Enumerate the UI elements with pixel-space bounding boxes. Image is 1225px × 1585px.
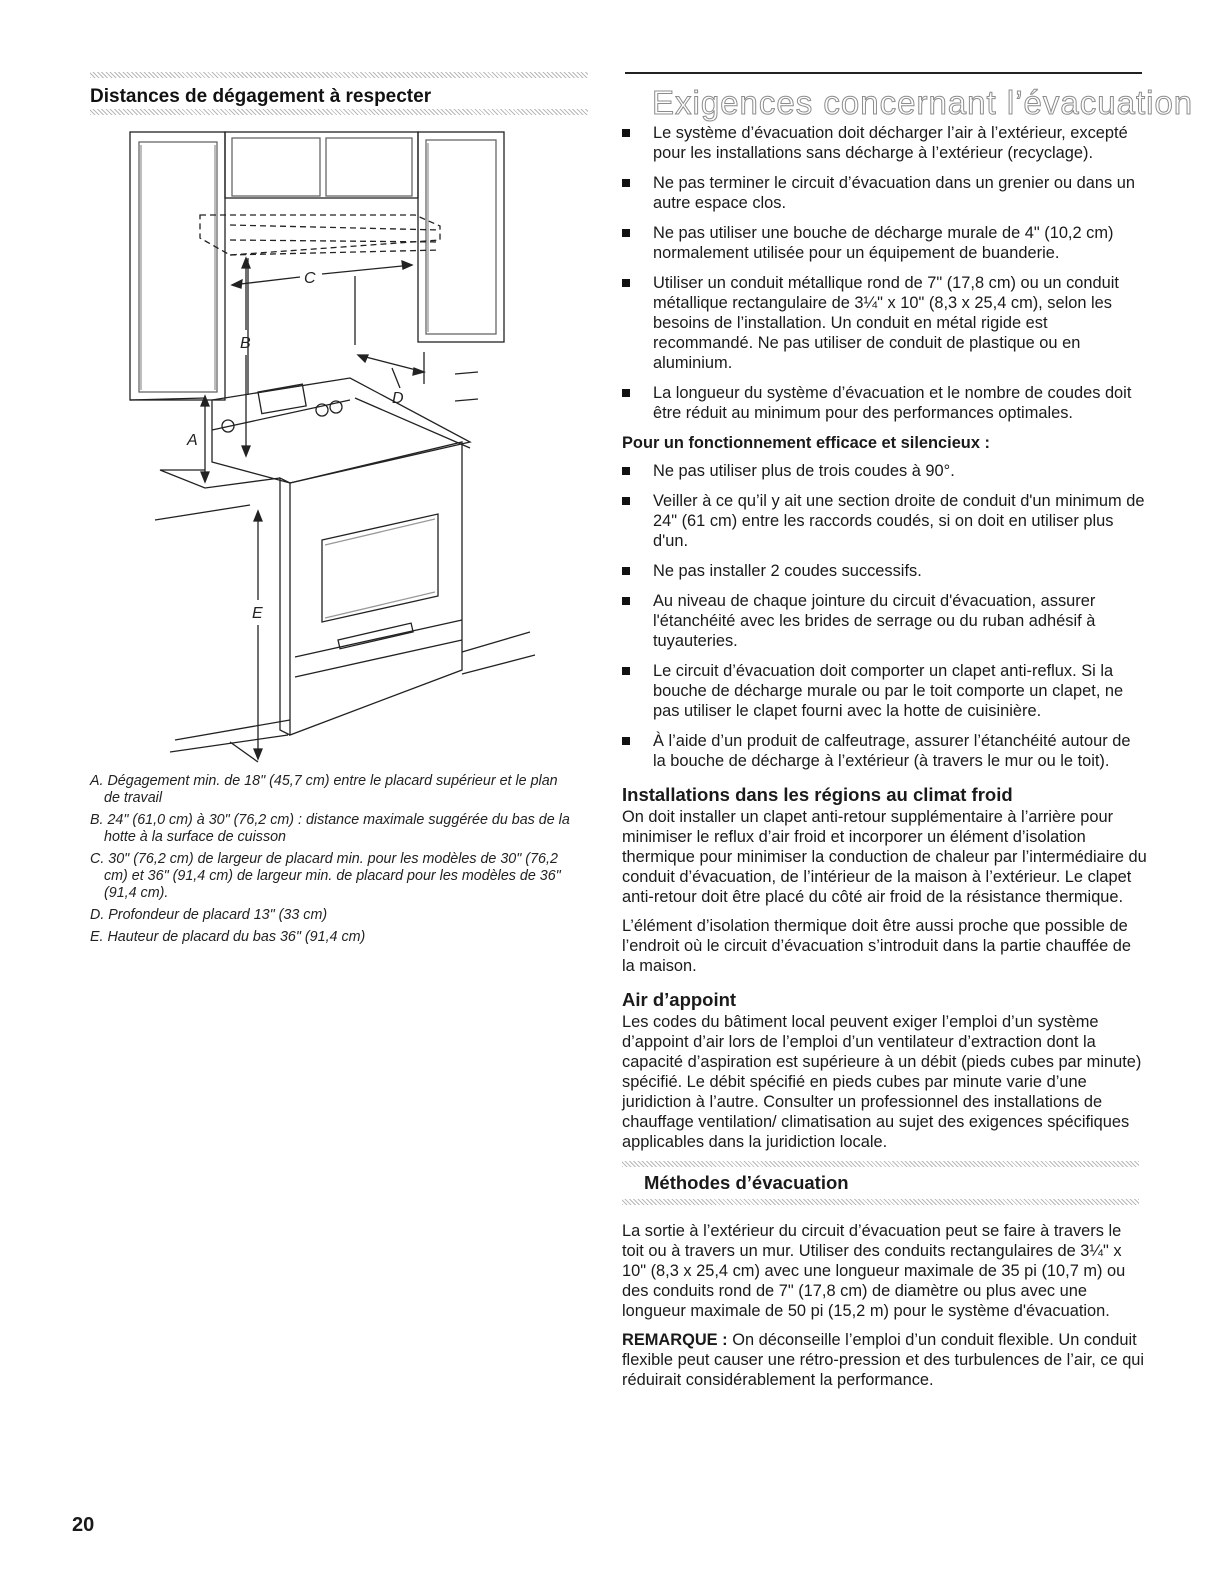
clearance-diagram: [110, 125, 550, 765]
legend-item-b: B. 24" (61,0 cm) à 30" (76,2 cm) : distance maximale suggérée du bas de la hotte à la surface de cuisson: [90, 812, 570, 845]
list-item: Ne pas terminer le circuit d’évacuation dans un grenier ou dans un autre espace clos.: [622, 173, 1147, 213]
list-item: Utiliser un conduit métallique rond de 7" (17,8 cm) ou un conduit métallique rectangulaire de 3¼" x 10" (8,3 x 25,4 cm), selon les besoins de l’installation. Un conduit en métal rigide est recommandé. Ne pas utiliser de conduit de plastique ou en aluminium.: [622, 273, 1147, 373]
list-item: À l’aide d’un produit de calfeutrage, assurer l’étanchéité autour de la bouche de décharge à l’extérieur (à travers le mur ou le toit).: [622, 731, 1147, 771]
label-b: B: [240, 335, 251, 352]
exhaust-requirements-title: Exigences concernant l’évacuation: [652, 84, 1194, 121]
bullet-square-icon: [622, 179, 630, 187]
cold-climate-paragraph-2: L’élément d’isolation thermique doit être aussi proche que possible de l’endroit où le circuit d’évacuation s’introduit dans la partie chauffée de la maison.: [622, 917, 1132, 975]
center-upper-cabinet: [225, 132, 418, 198]
list-item: Le circuit d’évacuation doit comporter un clapet anti-reflux. Si la bouche de décharge murale ou par le toit comporte un clapet, ne pas utiliser le clapet fourni avec la hotte de cuisinière.: [622, 661, 1147, 721]
page-number: 20: [72, 1514, 95, 1536]
list-item: Ne pas utiliser plus de trois coudes à 90°.: [622, 461, 1147, 481]
methods-paragraph: La sortie à l’extérieur du circuit d’évacuation peut se faire à travers le toit ou à travers un mur. Utiliser des conduits rectangulaires de 3¼" x 10" (8,3 x 25,4 cm) avec une longueur maximale de 35 pi (10,7 m) ou des conduits rond de 7" (17,8 cm) de diamètre ou plus avec une longueur maximale de 50 pi (15,2 m) pour le système d'évacuation.: [622, 1222, 1126, 1320]
list-item: Le système d’évacuation doit décharger l’air à l’extérieur, excepté pour les installations sans décharge à l’extérieur (recyclage).: [622, 123, 1147, 163]
left-title-rule-bottom: [90, 109, 588, 115]
list-item: Ne pas utiliser une bouche de décharge murale de 4" (10,2 cm) normalement utilisée pour un équipement de buanderie.: [622, 223, 1147, 263]
legend-item-a: A. Dégagement min. de 18" (45,7 cm) entre le placard supérieur et le plan de travail: [90, 773, 558, 806]
oven-window: [322, 514, 438, 622]
diagram-legend: [90, 773, 570, 951]
right-top-rule: [625, 72, 1142, 74]
cold-climate-paragraph-1: On doit installer un clapet anti-retour supplémentaire à l’arrière pour minimiser le reflux d’air froid et incorporer un élément d’isolation thermique pour minimiser la conduction de chaleur par l’intermédiaire du conduit d’évacuation, de l’intérieur de la maison à l’extérieur. Le clapet anti-retour doit être placé du côté air froid de la résistance thermique.: [622, 808, 1147, 906]
right-column: [622, 123, 1147, 1399]
remark-paragraph: [622, 1330, 1147, 1390]
left-upper-cabinet: [130, 132, 225, 400]
bullet-square-icon: [622, 597, 630, 605]
legend-item-c: C. 30" (76,2 cm) de largeur de placard min. pour les modèles de 30" (76,2 cm) et 36" (91,4 cm) de largeur min. de placard pour les modèles de 36" (91,4 cm).: [90, 851, 561, 901]
bullet-square-icon: [622, 667, 630, 675]
bullet-square-icon: [622, 129, 630, 137]
legend-item-e: E. Hauteur de placard du bas 36" (91,4 cm): [90, 929, 366, 945]
label-a: A: [187, 432, 198, 449]
range-body: [290, 442, 462, 735]
label-e: E: [252, 605, 263, 622]
requirements-list: [622, 123, 1147, 423]
list-item: Au niveau de chaque jointure du circuit d'évacuation, assurer l'étanchéité avec les brides de serrage ou du ruban adhésif à tuyauteries.: [622, 591, 1147, 651]
list-item: La longueur du système d’évacuation et le nombre de coudes doit être réduit au minimum pour des performances optimales.: [622, 383, 1147, 423]
label-c: C: [304, 270, 316, 287]
legend-item-d: D. Profondeur de placard 13" (33 cm): [90, 907, 328, 923]
left-title-rule-top: [90, 72, 588, 78]
methods-rule-top: [622, 1161, 1139, 1167]
makeup-air-heading: Air d’appoint: [622, 989, 737, 1010]
makeup-air-paragraph: Les codes du bâtiment local peuvent exiger l’emploi d’un système d’appoint d’air lors de l’emploi d’un ventilateur d’extraction dont la capacité d’aspiration est supérieure à un débit (pieds cubes par minute) spécifié. Le débit spécifié en pieds cubes par minute varie d’une juridiction à l’autre. Consulter un professionnel des installations de chauffage ventilation/ climatisation au sujet des exigences spécifiques applicables dans la juridiction locale.: [622, 1013, 1142, 1151]
bullet-square-icon: [622, 279, 630, 287]
methods-rule-bottom: [622, 1199, 1139, 1205]
efficiency-subheading: Pour un fonctionnement efficace et silencieux :: [622, 434, 990, 452]
remark-label: REMARQUE :: [622, 1331, 728, 1349]
label-d: D: [392, 390, 404, 407]
list-item: Ne pas installer 2 coudes successifs.: [622, 561, 1147, 581]
efficiency-list: [622, 461, 1147, 771]
bullet-square-icon: [622, 737, 630, 745]
bullet-square-icon: [622, 389, 630, 397]
methods-heading: Méthodes d’évacuation: [644, 1172, 849, 1193]
bullet-square-icon: [622, 467, 630, 475]
range-hood: [200, 215, 440, 255]
bullet-square-icon: [622, 567, 630, 575]
bullet-square-icon: [622, 229, 630, 237]
clearance-section-title: Distances de dégagement à respecter: [90, 86, 432, 107]
cold-climate-heading: Installations dans les régions au climat froid: [622, 784, 1013, 805]
remark-text: On déconseille l’emploi d’un conduit flexible. Un conduit flexible peut causer une rétro-pression et des turbulences de l’air, ce qui réduirait considérablement la performance.: [622, 1331, 1145, 1389]
right-upper-cabinet: [418, 132, 504, 342]
list-item: Veiller à ce qu’il y ait une section droite de conduit d'un minimum de 24" (61 cm) entre les raccords coudés, si on doit en utiliser plus d'un.: [622, 491, 1147, 551]
bullet-square-icon: [622, 497, 630, 505]
